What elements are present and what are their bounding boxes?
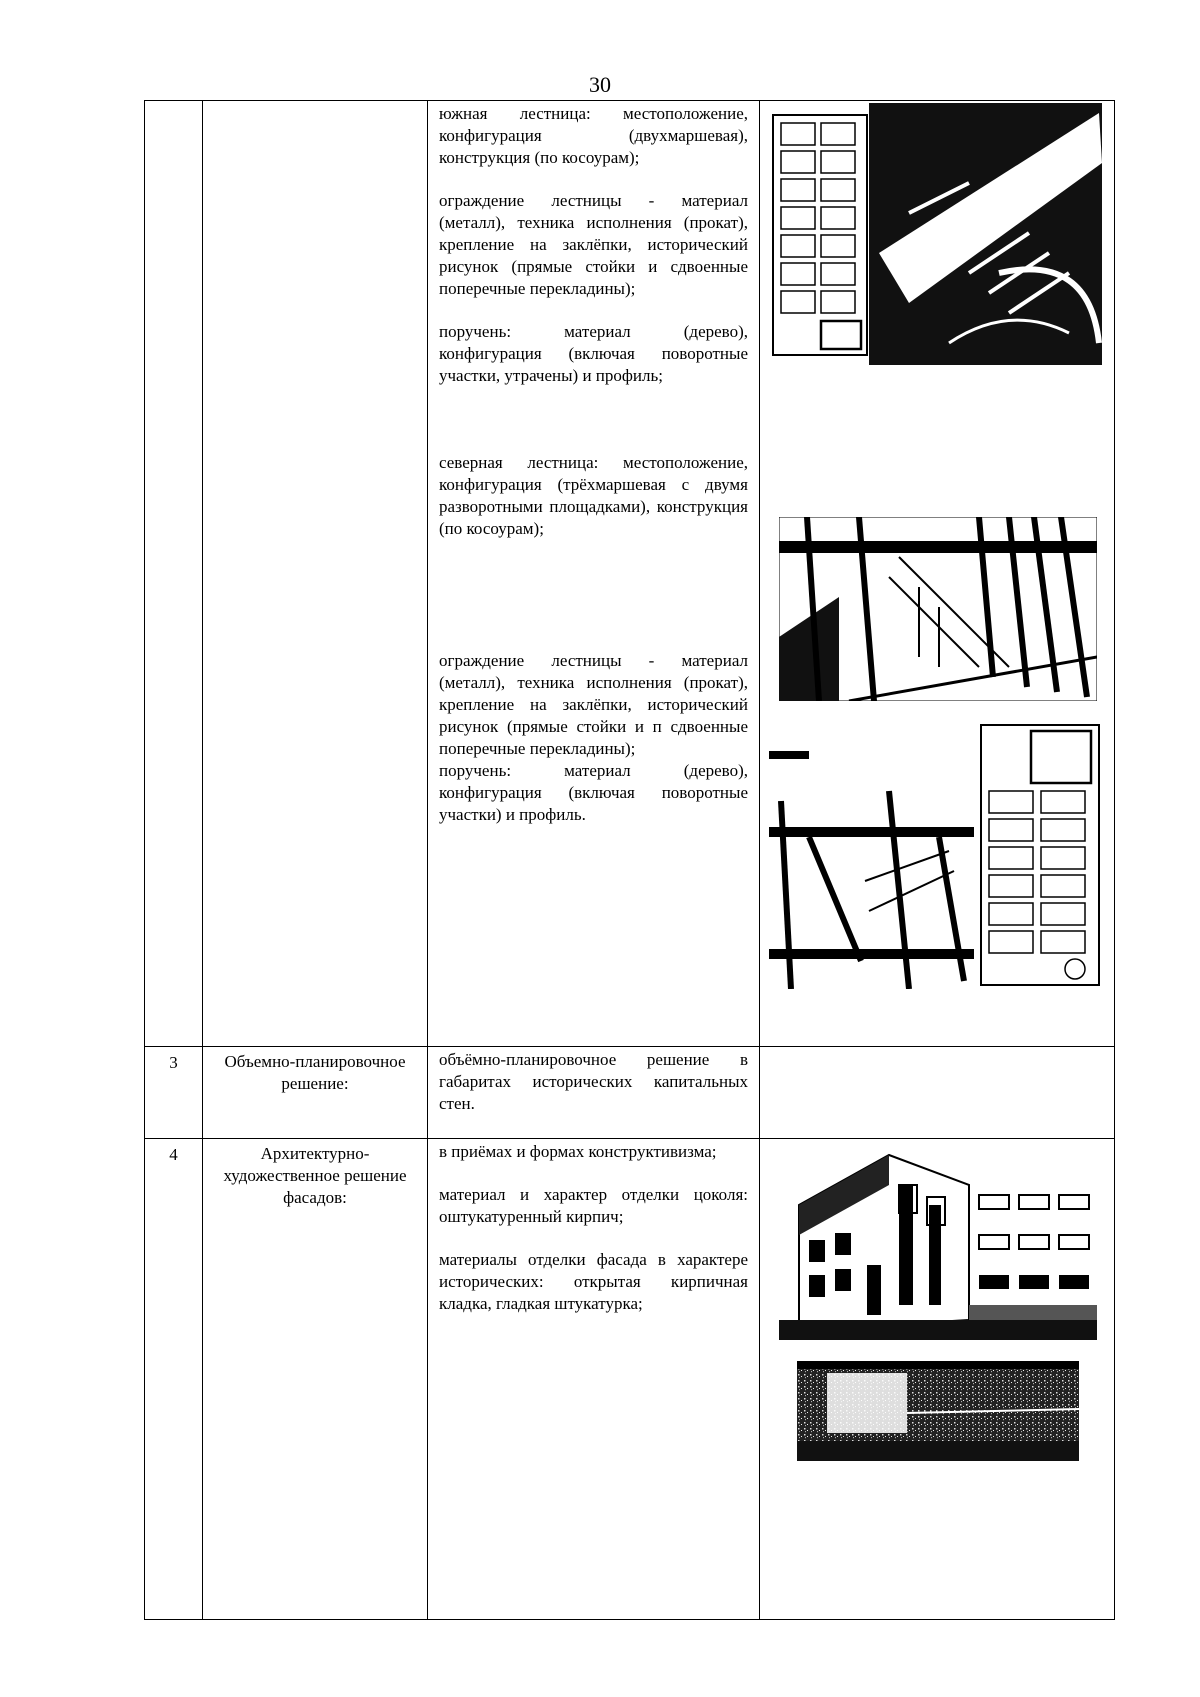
south-stair-handrail-text: поручень: материал (дерево), конфигурация (включая поворотные участки, утрачены) и профиль; — [439, 322, 748, 385]
building-facade-photo — [779, 1145, 1097, 1340]
south-stair-fence-text: ограждение лестницы - материал (металл), техника исполнения (прокат), крепление на заклёпки, исторический рисунок (прямые стойки и сдвоенные поперечные перекладины); — [439, 191, 748, 298]
row-description — [428, 101, 760, 1047]
north-stair-fence-photo — [769, 721, 1102, 989]
row-name — [203, 101, 428, 1047]
table-row — [145, 101, 1115, 1047]
facade-materials-text: материалы отделки фасада в характере исторических: открытая кирпичная кладка, гладкая штукатурка; — [439, 1250, 748, 1313]
page-number: 30 — [589, 72, 611, 97]
north-stair-photo — [779, 517, 1097, 701]
south-stair-text: южная лестница: местоположение, конфигурация (двухмаршевая), конструкция (по косоурам); — [439, 104, 748, 167]
south-stair-photo — [769, 103, 1102, 365]
facade-texture-photo — [797, 1361, 1079, 1461]
plinth-finish-text: материал и характер отделки цоколя: оштукатуренный кирпич; — [439, 1185, 748, 1226]
table-row — [145, 1139, 1115, 1620]
north-stair-handrail-text: поручень: материал (дерево), конфигурация (включая поворотные участки) и профиль. — [439, 761, 748, 824]
table-row — [145, 1047, 1115, 1139]
row-number: 3 — [145, 1047, 203, 1139]
space-planning-text: объёмно-планировочное решение в габаритах исторических капитальных стен. — [439, 1050, 748, 1113]
monument-subject-table — [144, 100, 1115, 1620]
facade-style-text: в приёмах и формах конструктивизма; — [439, 1142, 717, 1161]
row-images — [760, 1139, 1115, 1620]
row-name: Архитектурно-художественное решение фасадов: — [203, 1139, 428, 1620]
row-number — [145, 101, 203, 1047]
row-images — [760, 1047, 1115, 1139]
row-images — [760, 101, 1115, 1047]
row-description — [428, 1139, 760, 1620]
row-description — [428, 1047, 760, 1139]
row-name: Объемно-планировочное решение: — [203, 1047, 428, 1139]
north-stair-text: северная лестница: местоположение, конфигурация (трёхмаршевая с двумя разворотными площадками), конструкция (по косоурам); — [439, 453, 748, 538]
row-number: 4 — [145, 1139, 203, 1620]
north-stair-fence-text: ограждение лестницы - материал (металл), техника исполнения (прокат), крепление на заклёпки, исторический рисунок (прямые стойки и п сдвоенные поперечные перекладины); — [439, 651, 748, 758]
